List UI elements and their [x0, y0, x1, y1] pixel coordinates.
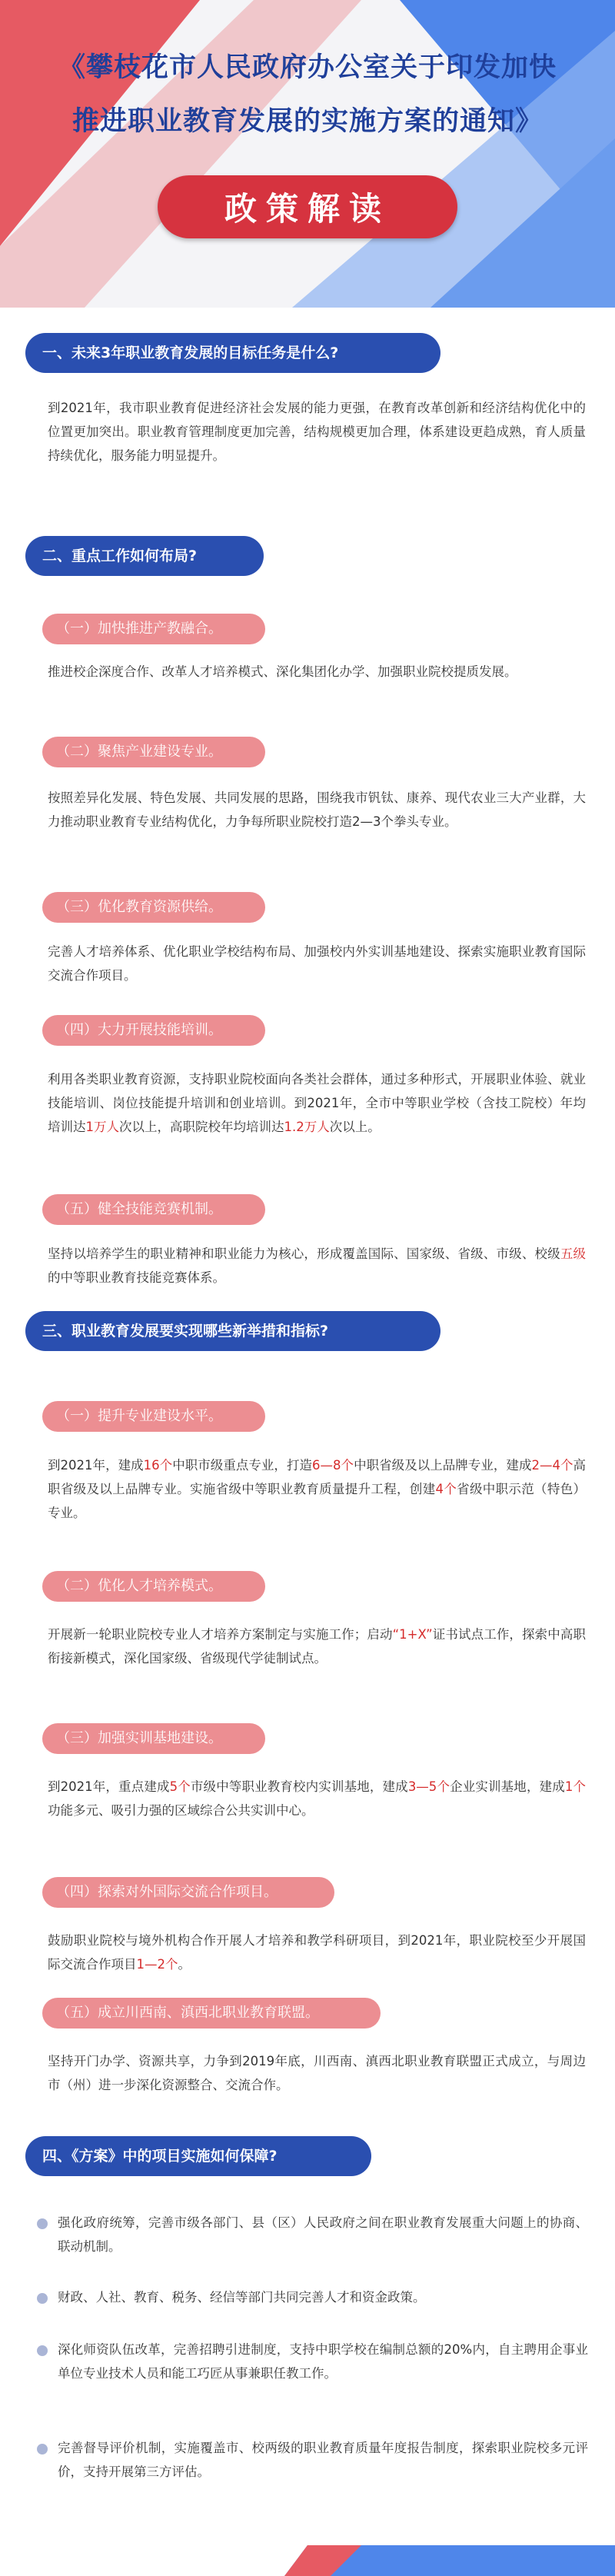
bullet-icon: [37, 2345, 48, 2356]
section-2-sub-5: （五）健全技能竞赛机制。: [42, 1194, 265, 1225]
section-2-heading: 二、重点工作如何布局?: [25, 536, 264, 576]
section-3-text-3: 到2021年，重点建成5个市级中等职业教育校内实训基地，建成3—5个企业实训基地，建成1个功能多元、吸引力强的区域综合公共实训中心。: [48, 1779, 587, 1818]
footer-stripes: [0, 2545, 615, 2576]
bullet-icon: [37, 2293, 48, 2304]
section-3-sub-5: （五）成立川西南、滇西北职业教育联盟。: [42, 1998, 381, 2029]
section-2-text-2: 按照差异化发展、特色发展、共同发展的思路，围绕我市钒钛、康养、现代农业三大产业群，大力推动职业教育专业结构优化，力争每所职业院校打造2—3个拳头专业。: [48, 790, 586, 829]
section-4-heading: 四、《方案》中的项目实施如何保障?: [25, 2136, 371, 2176]
highlight-value: 五级: [560, 1246, 587, 1261]
section-3-heading: 三、职业教育发展要实现哪些新举措和指标?: [25, 1311, 440, 1351]
highlight-value: 5个: [169, 1779, 191, 1794]
policy-interpretation-badge: 政策解读: [158, 175, 457, 238]
section-1-heading: 一、未来3年职业教育发展的目标任务是什么?: [25, 333, 440, 373]
section-2-sub-3: （三）优化教育资源供给。: [42, 892, 265, 923]
section-3-sub-2: （二）优化人才培养模式。: [42, 1571, 265, 1602]
highlight-value: 1.2万人: [284, 1120, 330, 1134]
bullet-icon: [37, 2444, 48, 2455]
section-4-item-4: 完善督导评价机制，实施覆盖市、校两级的职业教育质量年度报告制度，探索职业院校多元评价，支持开展第三方评估。: [58, 2441, 588, 2479]
highlight-value: 1—2个: [136, 1957, 178, 1972]
section-2-sub-1: （一）加快推进产教融合。: [42, 614, 265, 644]
section-4-item-3: 深化师资队伍改革，完善招聘引进制度，支持中职学校在编制总额的20%内，自主聘用企事业单位专业技术人员和能工巧匠从事兼职任教工作。: [58, 2342, 588, 2381]
section-2-text-5: 坚持以培养学生的职业精神和职业能力为核心，形成覆盖国际、国家级、省级、市级、校级五级的中等职业教育技能竞赛体系。: [48, 1246, 587, 1285]
document-title-line-2: 推进职业教育发展的实施方案的通知》: [71, 106, 543, 137]
section-3-sub-3: （三）加强实训基地建设。: [42, 1723, 265, 1754]
section-2-text-3: 完善人才培养体系、优化职业学校结构布局、加强校内外实训基地建设、探索实施职业教育国际交流合作项目。: [48, 944, 586, 983]
section-2-text-1: 推进校企深度合作、改革人才培养模式、深化集团化办学、加强职业院校提质发展。: [48, 664, 517, 679]
section-4-item-1: 强化政府统筹，完善市级各部门、县（区）人民政府之间在职业教育发展重大问题上的协商、联动机制。: [58, 2215, 588, 2254]
section-3-text-1: 到2021年，建成16个中职市级重点专业，打造6—8个中职省级及以上品牌专业，建成2—4个高职省级及以上品牌专业。实施省级中等职业教育质量提升工程，创建4个省级中职示范（特色）专业。: [48, 1458, 587, 1520]
section-2-sub-4: （四）大力开展技能培训。: [42, 1015, 265, 1046]
header-banner: [0, 0, 615, 308]
section-3-sub-1: （一）提升专业建设水平。: [42, 1401, 265, 1432]
section-4-item-2: 财政、人社、教育、税务、经信等部门共同完善人才和资金政策。: [58, 2290, 426, 2305]
highlight-value: “1+X”: [392, 1627, 433, 1642]
bullet-icon: [37, 2218, 48, 2229]
document-title-line-1: 《攀枝花市人民政府办公室关于印发加快: [58, 52, 557, 83]
highlight-value: 6—8个: [312, 1458, 354, 1473]
highlight-value: 3—5个: [407, 1779, 450, 1794]
section-3-text-5: 坚持开门办学、资源共享，力争到2019年底，川西南、滇西北职业教育联盟正式成立，与周边市（州）进一步深化资源整合、交流合作。: [48, 2054, 586, 2092]
highlight-value: 1万人: [85, 1120, 119, 1134]
section-2-text-4: 利用各类职业教育资源，支持职业院校面向各类社会群体，通过多种形式，开展职业体验、就业技能培训、岗位技能提升培训和创业培训。到2021年，全市中等职业学校（含技工院校）年均培训达1万人次以上，高职院校年均培训达1.2万人次以上。: [48, 1072, 586, 1134]
highlight-value: 1个: [564, 1779, 587, 1794]
highlight-value: 4个: [435, 1482, 457, 1496]
section-3-text-4: 鼓励职业院校与境外机构合作开展人才培养和教学科研项目，到2021年，职业院校至少开展国际交流合作项目1—2个。: [48, 1933, 586, 1972]
section-3-sub-4: （四）探索对外国际交流合作项目。: [42, 1877, 334, 1908]
highlight-value: 16个: [143, 1458, 173, 1473]
section-2-sub-2: （二）聚焦产业建设专业。: [42, 737, 265, 767]
highlight-value: 2—4个: [531, 1458, 573, 1473]
section-3-text-2: 开展新一轮职业院校专业人才培养方案制定与实施工作；启动“1+X”证书试点工作，探索中高职衔接新模式，深化国家级、省级现代学徒制试点。: [48, 1627, 587, 1666]
section-1-text: 到2021年，我市职业教育促进经济社会发展的能力更强，在教育改革创新和经济结构优化中的位置更加突出。职业教育管理制度更加完善，结构规模更加合理，体系建设更趋成熟，育人质量持续优化，服务能力明显提升。: [48, 401, 586, 463]
